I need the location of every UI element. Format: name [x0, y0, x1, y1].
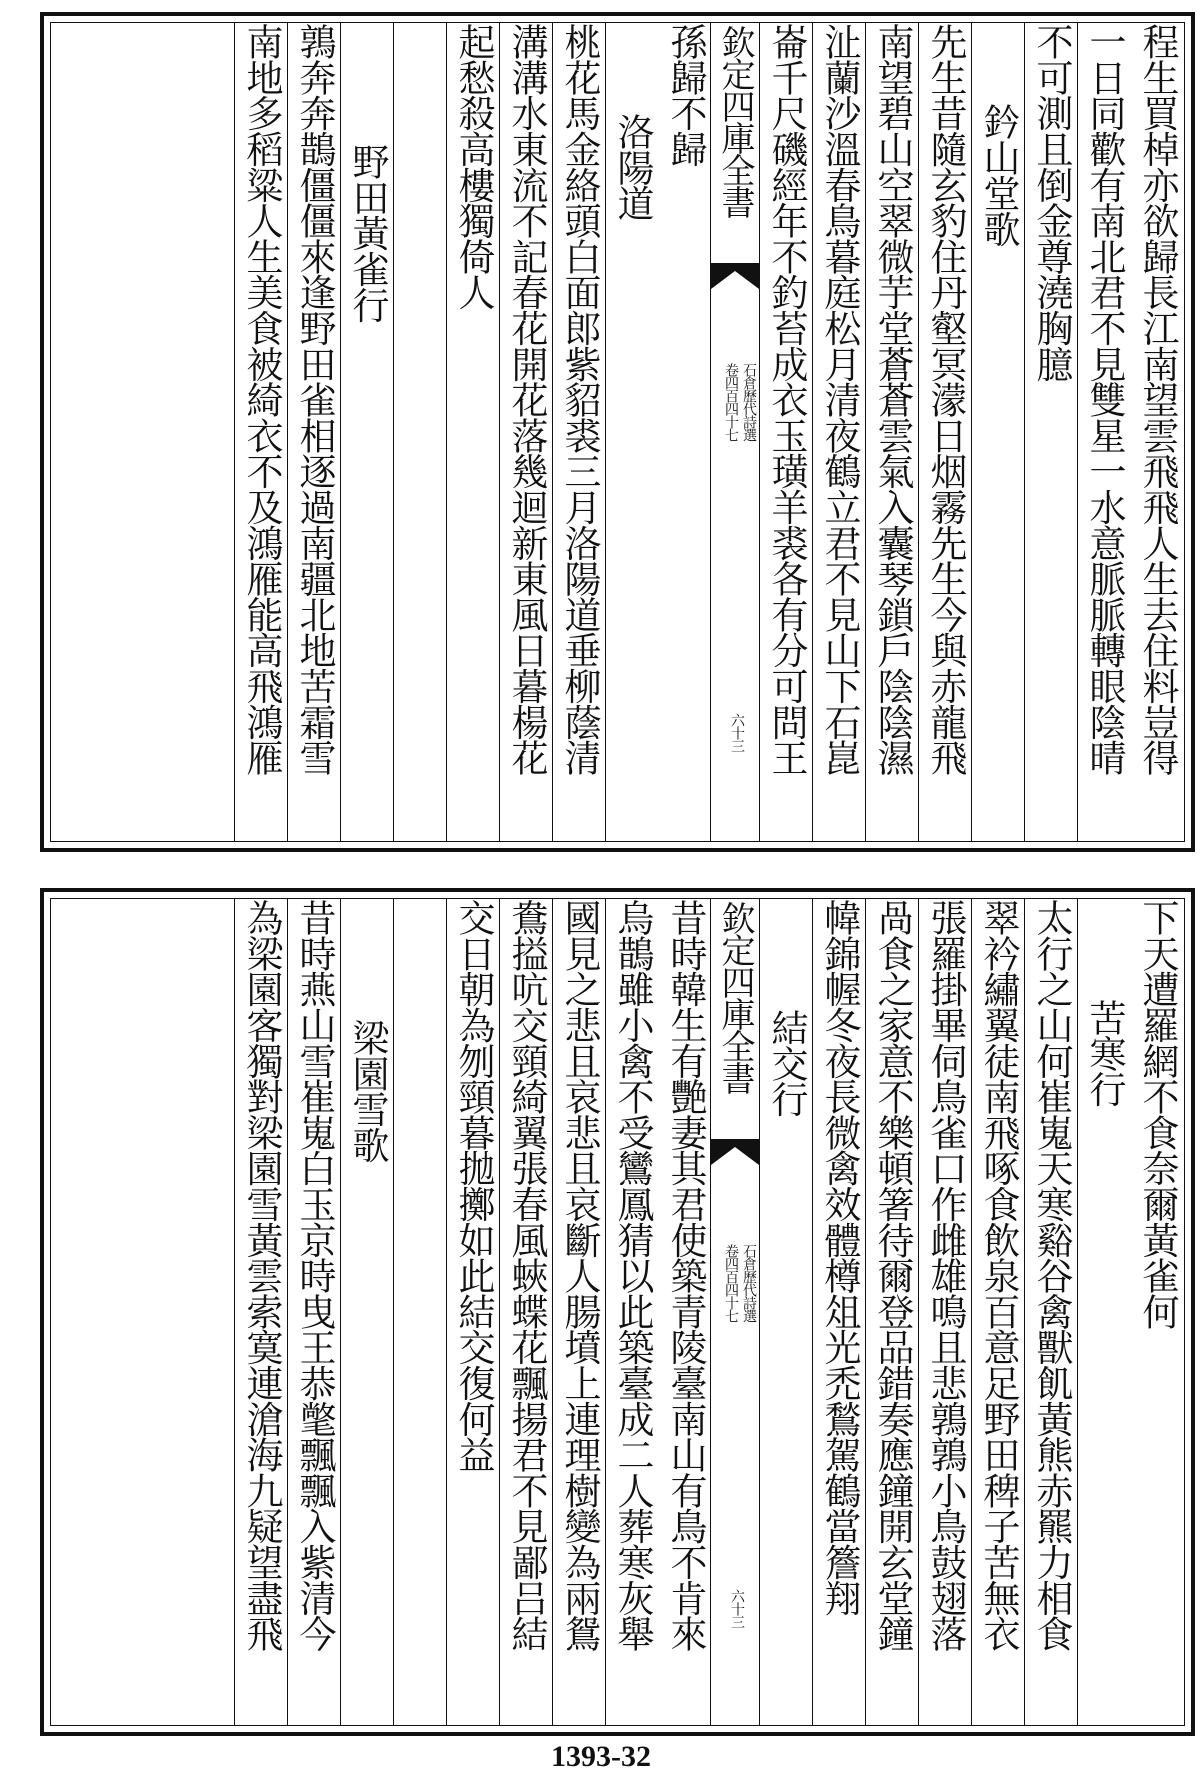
- poem-title-column: [605, 23, 659, 841]
- fish-tail-mark-icon: [711, 263, 759, 293]
- poem-title: 洛陽道: [611, 113, 654, 221]
- text-column: [918, 23, 972, 841]
- poem-title-column: [340, 23, 394, 841]
- book-title: 欽定四庫全書: [715, 901, 755, 1093]
- column-text: 先生昔隨玄豹住丹壑冥濛日烟霧先生今與赤龍飛: [924, 23, 967, 775]
- text-column: [499, 899, 553, 1725]
- column-text: 昔時燕山雪崔嵬白玉京時曳王恭氅飄飄入紫清今: [293, 899, 336, 1651]
- column-text: 孫歸不歸: [664, 23, 707, 167]
- volume-number: 卷四百四十七: [723, 363, 739, 441]
- text-column: [1024, 899, 1078, 1725]
- text-column: [918, 899, 972, 1725]
- poem-title-column: [1077, 899, 1131, 1725]
- folio-number: 六十三: [729, 1589, 745, 1628]
- blank-column: [393, 899, 447, 1725]
- text-column: [552, 23, 606, 841]
- text-column: [1131, 899, 1184, 1725]
- column-text: 為梁園客獨對梁園雪黃雲索寞連滄海九疑望盡飛: [240, 899, 283, 1651]
- column-text: 南地多稻粱人生美食被綺衣不及鴻雁能高飛鴻雁: [240, 23, 283, 775]
- text-column: [659, 899, 712, 1725]
- text-column: [1024, 23, 1078, 841]
- text-column: [865, 899, 919, 1725]
- text-column: [659, 23, 712, 841]
- column-text: 起愁殺高樓獨倚人: [452, 23, 495, 310]
- collection-title: 石倉歷代詩選: [741, 363, 757, 441]
- column-text: 咼食之家意不樂頓箸待爾登品錯奏應鐘開玄堂鐘: [871, 899, 914, 1651]
- column-text: 鶉奔奔鵲僵僵來逢野田雀相逐過南疆北地苦霜雪: [293, 23, 336, 775]
- column-text: 南望碧山空翠微芋堂蒼蒼雲氣入囊琴鎖戶陰陰濕: [871, 23, 914, 775]
- text-column: [287, 899, 341, 1725]
- column-text: 昔時韓生有艷妻其君使築青陵臺南山有鳥不肯來: [664, 899, 707, 1651]
- column-text: 溝溝水東流不記春花開花落幾迴新東風日暮楊花: [505, 23, 548, 775]
- poem-title: 苦寒行: [1083, 999, 1126, 1107]
- column-text: 桃花馬金絡頭白面郎紫貂裘三月洛陽道垂柳蔭清: [558, 23, 601, 775]
- text-column: [865, 23, 919, 841]
- fish-tail-mark-icon: [711, 1139, 759, 1169]
- column-text: 下天遭羅網不食奈爾黃雀何: [1136, 899, 1179, 1329]
- text-column: [759, 23, 813, 841]
- volume-number: 卷四百四十七: [723, 1244, 739, 1322]
- collection-title: 石倉歷代詩選: [741, 1244, 757, 1322]
- text-column: [812, 23, 866, 841]
- column-text: 不可測且倒金尊澆胸臆: [1030, 23, 1073, 382]
- text-column: [446, 899, 500, 1725]
- column-text: 程生買棹亦欲歸長江南望雲飛飛人生去住料豈得: [1136, 23, 1179, 775]
- text-column: [1077, 23, 1131, 841]
- text-column: [812, 899, 866, 1725]
- column-text: 一日同歡有南北君不見雙星一水意脈脈轉眼陰晴: [1083, 23, 1126, 775]
- book-title: 欽定四庫全書: [715, 25, 755, 217]
- text-column: [446, 23, 500, 841]
- text-column: [605, 899, 659, 1725]
- text-column: [971, 899, 1025, 1725]
- top-page-panel: [40, 12, 1195, 852]
- text-column: [287, 23, 341, 841]
- poem-title: 梁園雪歌: [346, 1019, 389, 1163]
- poem-title-column: [759, 899, 813, 1725]
- poem-title-column: [340, 899, 394, 1725]
- column-text: 太行之山何崔嵬天寒谿谷禽獸飢黃熊赤羆力相食: [1030, 899, 1073, 1651]
- column-text: 國見之悲且哀悲且哀斷人腸墳上連理樹變為兩鴛: [558, 899, 601, 1651]
- blank-column: [393, 23, 447, 841]
- poem-title: 野田黃雀行: [346, 143, 389, 323]
- column-text: 張羅掛畢伺鳥雀口作雌雄鳴且悲鶉鶉小鳥鼓翅落: [924, 899, 967, 1651]
- text-column: [234, 899, 288, 1725]
- column-text: 鴦搤吭交頸綺翼張春風蛺蝶花飄揚君不見鄙吕結: [505, 899, 548, 1651]
- folio-number: 六十三: [729, 713, 745, 752]
- text-column: [1131, 23, 1184, 841]
- column-text: 幃錦幄冬夜長微禽效體樽俎光禿鶖駕鶴當簷翔: [818, 899, 861, 1616]
- column-text: 交日朝為刎頸暮拋擲如此結交復何益: [452, 899, 495, 1472]
- poem-title-column: [971, 23, 1025, 841]
- page-number: 1393-32: [551, 1740, 651, 1773]
- poem-title: 鈐山堂歌: [977, 103, 1020, 247]
- text-column: [552, 899, 606, 1725]
- column-text: 翠衿繡翼徒南飛啄食飲泉百意足野田稗子苦無衣: [977, 899, 1020, 1651]
- top-page-inner-frame: [50, 22, 1185, 842]
- text-column: [234, 23, 288, 841]
- bottom-page-panel: [40, 888, 1195, 1736]
- page-header-column: [710, 23, 760, 841]
- text-column: [499, 23, 553, 841]
- column-text: 崙千尺磯經年不釣苔成衣玉璜羊裘各有分可問王: [765, 23, 808, 775]
- page-header-column: [710, 899, 760, 1725]
- column-text: 烏鵲雖小禽不受鸞鳳猜以此築臺成二人葬寒灰舉: [611, 899, 654, 1651]
- column-text: 沚蘭沙溫春鳥暮庭松月清夜鶴立君不見山下石崑: [818, 23, 861, 775]
- poem-title: 結交行: [765, 1009, 808, 1117]
- bottom-page-inner-frame: [50, 898, 1185, 1726]
